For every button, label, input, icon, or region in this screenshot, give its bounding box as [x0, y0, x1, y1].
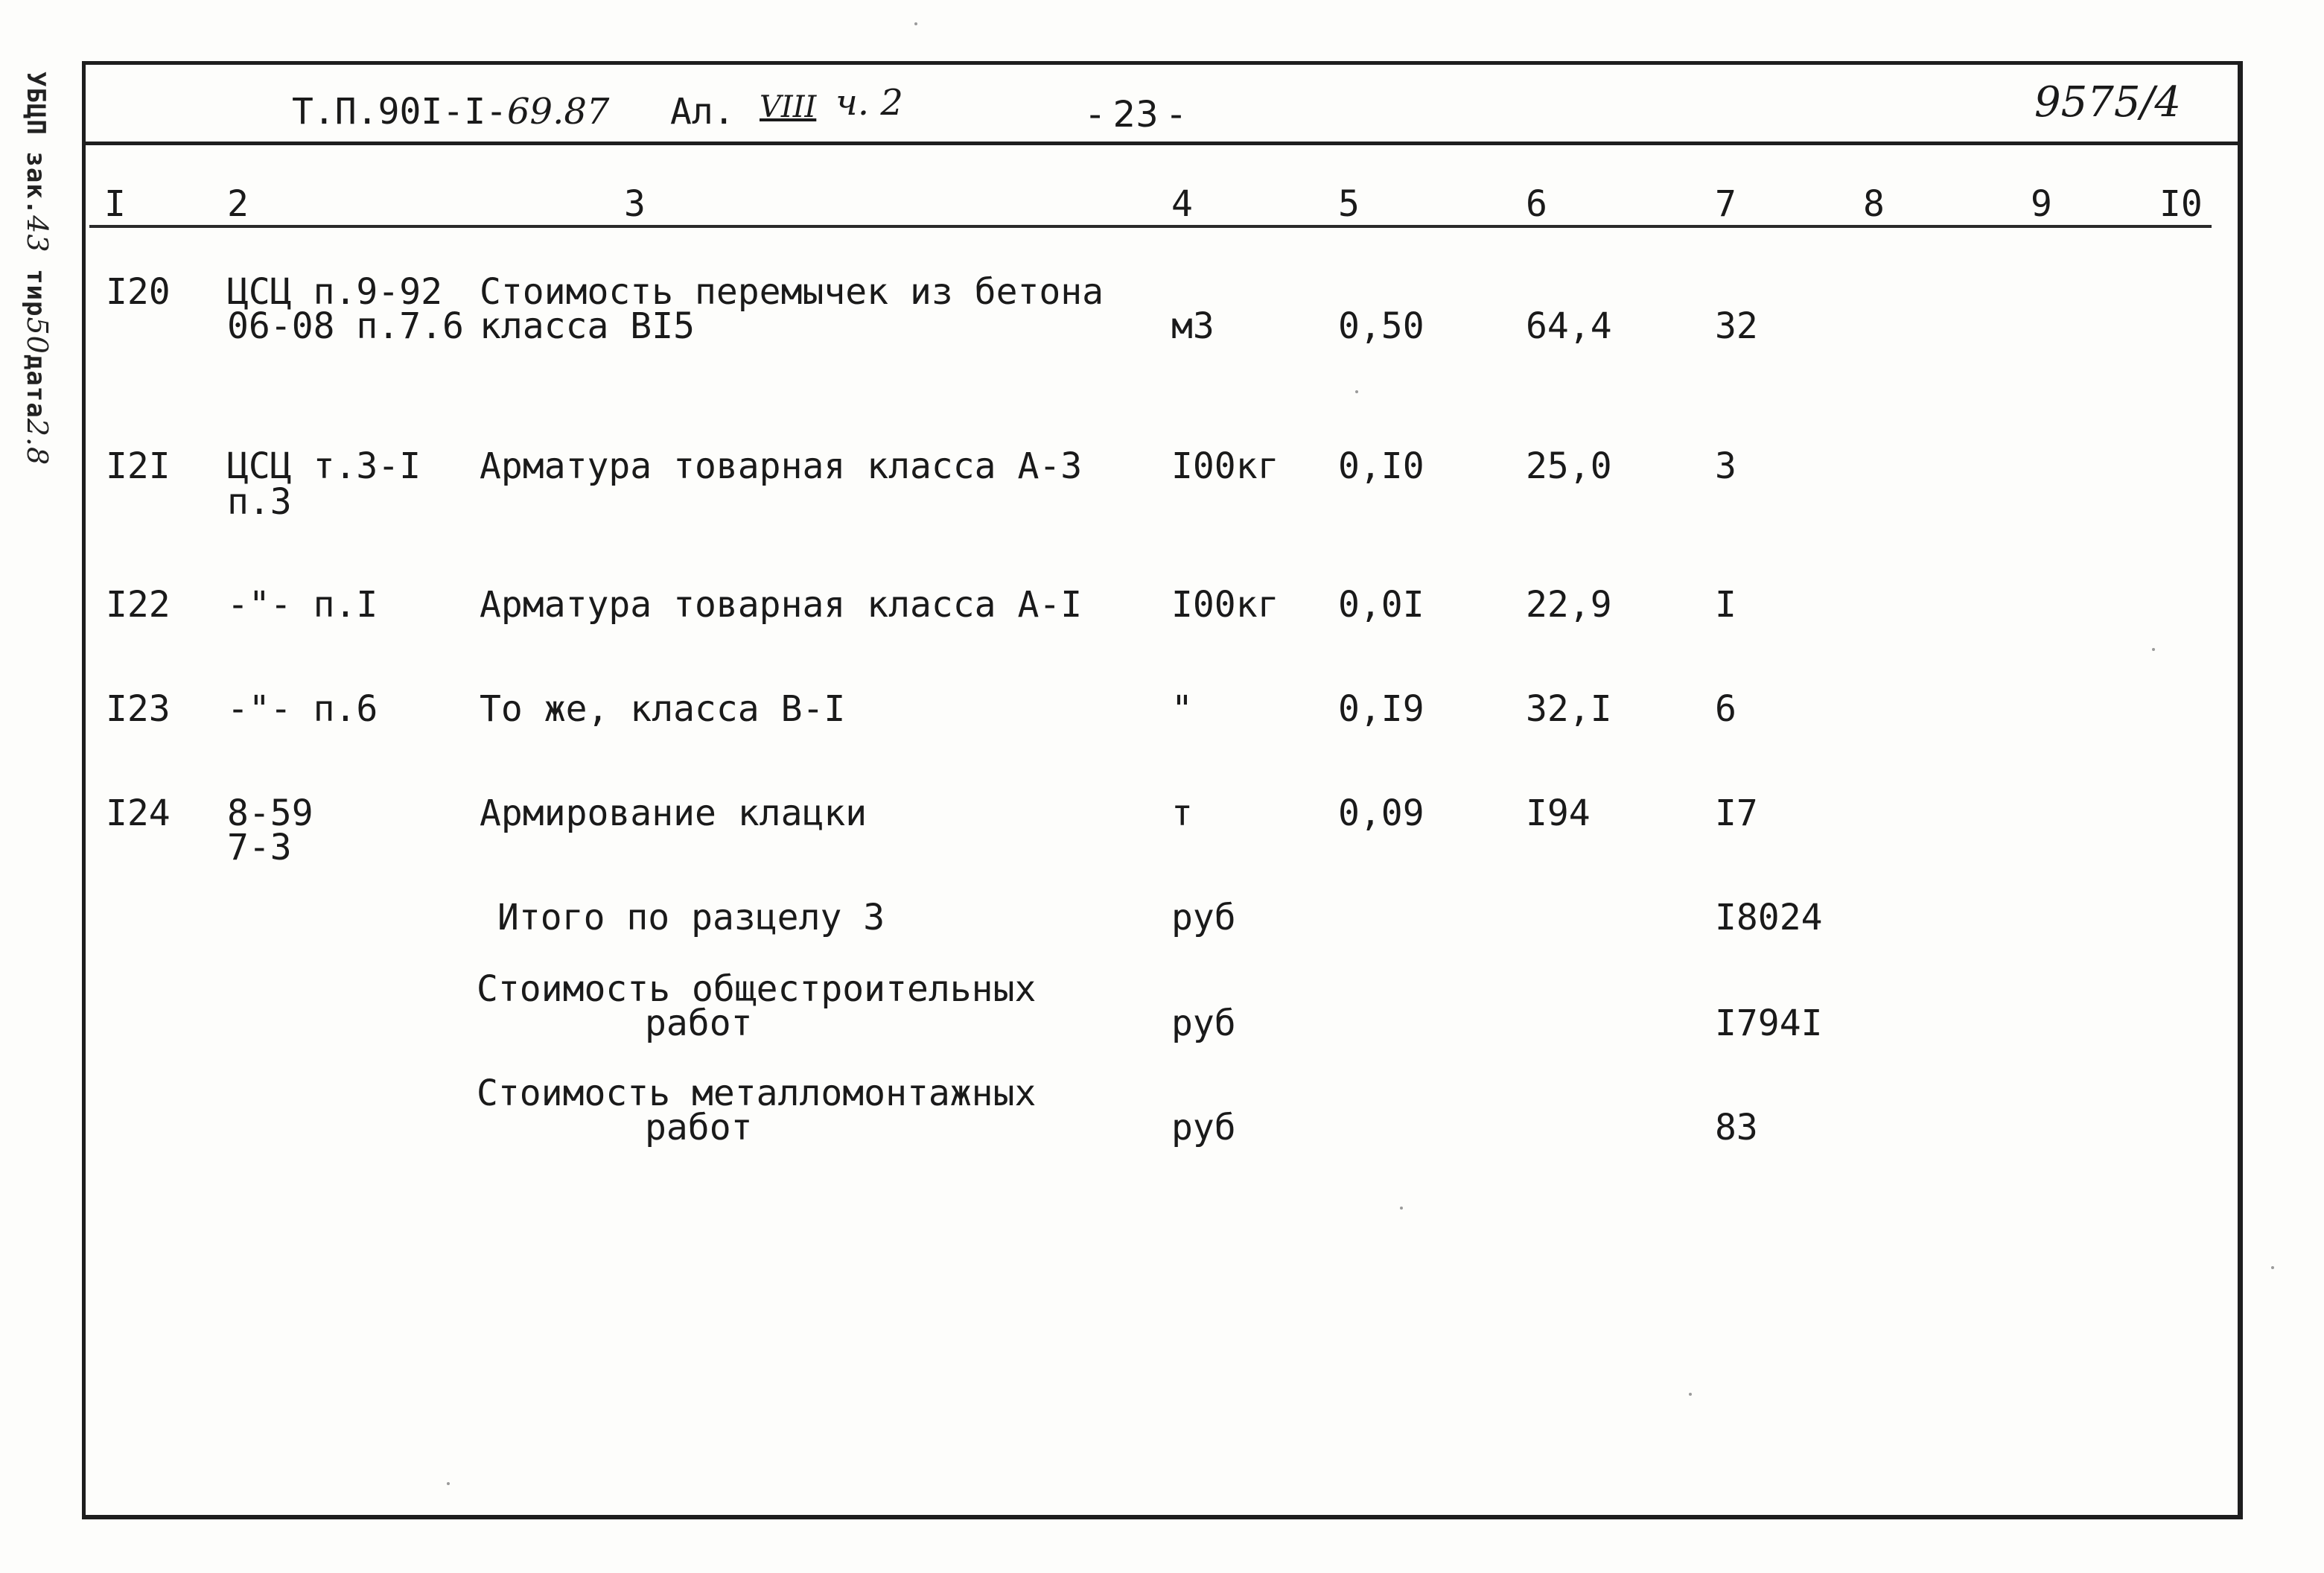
row-number: I22 [106, 584, 171, 626]
scan-speck [447, 1482, 450, 1485]
price-reference: -"- п.6 [227, 688, 378, 730]
total-cost: 3 [1715, 445, 1736, 487]
col-9-header: 9 [2031, 183, 2052, 225]
price-reference: -"- п.I [227, 584, 378, 626]
col-3-header: 3 [624, 183, 646, 225]
row-number: I24 [106, 792, 171, 834]
row-number: I2I [106, 445, 171, 487]
scan-speck [1400, 1207, 1403, 1210]
total-cost: 6 [1715, 688, 1736, 730]
col-10-header: I0 [2159, 183, 2203, 225]
item-name: Арматура товарная класса А-3 [480, 445, 1083, 487]
total-cost: I [1715, 584, 1736, 626]
quantity: 0,50 [1338, 305, 1424, 347]
summary-label: работ [645, 1002, 753, 1044]
col-1-header: I [104, 183, 126, 225]
summary-label: Стоимость общестроительных [477, 968, 1037, 1010]
price-reference: ЦСЦ т.3-I [227, 445, 421, 487]
price-reference: 8-59 [227, 792, 313, 834]
doc-code-handwritten: 69.87 [506, 91, 610, 133]
registration-number: 9575/4 [2034, 78, 2182, 127]
col-4-header: 4 [1171, 183, 1193, 225]
unit-price: 64,4 [1526, 305, 1612, 347]
quantity: 0,I0 [1338, 445, 1424, 487]
row-number: I23 [106, 688, 171, 730]
scan-speck [2271, 1266, 2274, 1269]
unit: " [1171, 688, 1193, 730]
item-name: класса BI5 [480, 305, 695, 347]
scan-speck [914, 22, 917, 25]
item-name: Армирование клацки [480, 792, 867, 834]
unit-price: I94 [1526, 792, 1591, 834]
unit: I00кг [1171, 584, 1279, 626]
unit-price: 22,9 [1526, 584, 1612, 626]
summary-label: Итого по разцелу 3 [497, 897, 885, 938]
summary-label: работ [645, 1107, 753, 1148]
scan-speck [2152, 648, 2155, 651]
item-name: Стоимость перемычек из бетона [480, 271, 1104, 313]
doc-code: Т.П.90I-I-69.87 [292, 91, 610, 133]
col-6-header: 6 [1526, 183, 1547, 225]
quantity: 0,09 [1338, 792, 1424, 834]
unit: I00кг [1171, 445, 1279, 487]
price-reference: п.3 [227, 481, 292, 523]
col-2-header: 2 [227, 183, 249, 225]
col-5-header: 5 [1338, 183, 1360, 225]
scan-speck [1355, 390, 1358, 393]
item-name: Арматура товарная класса А-I [480, 584, 1083, 626]
unit: руб [1171, 1002, 1236, 1044]
unit: руб [1171, 1107, 1236, 1148]
quantity: 0,I9 [1338, 688, 1424, 730]
album-number: VIII [760, 90, 817, 124]
summary-total: 83 [1715, 1107, 1758, 1148]
price-reference: ЦСЦ п.9-92 [227, 271, 442, 313]
album-part: ч. 2 [835, 82, 903, 124]
unit: руб [1171, 897, 1236, 938]
unit-price: 25,0 [1526, 445, 1612, 487]
item-name: То же, класса B-I [480, 688, 846, 730]
price-reference: 06-08 п.7.6 [227, 305, 464, 347]
summary-total: I8024 [1715, 897, 1823, 938]
scan-speck [1689, 1393, 1692, 1396]
summary-total: I794I [1715, 1002, 1823, 1044]
album-label: Ал. [670, 91, 735, 133]
unit-price: 32,I [1526, 688, 1612, 730]
header-rule [82, 142, 2243, 145]
quantity: 0,0I [1338, 584, 1424, 626]
column-header-rule [89, 225, 2212, 228]
total-cost: 32 [1715, 305, 1758, 347]
total-cost: I7 [1715, 792, 1758, 834]
unit: м3 [1171, 305, 1214, 347]
price-reference: 7-3 [227, 827, 292, 868]
page-number: - 23 - [1089, 94, 1183, 136]
unit: т [1171, 792, 1193, 834]
summary-label: Стоимость металломонтажных [477, 1072, 1037, 1114]
print-order-stamp: УБЦП зак.43 тир50дата2.8 [21, 72, 54, 466]
col-8-header: 8 [1863, 183, 1885, 225]
row-number: I20 [106, 271, 171, 313]
col-7-header: 7 [1715, 183, 1736, 225]
